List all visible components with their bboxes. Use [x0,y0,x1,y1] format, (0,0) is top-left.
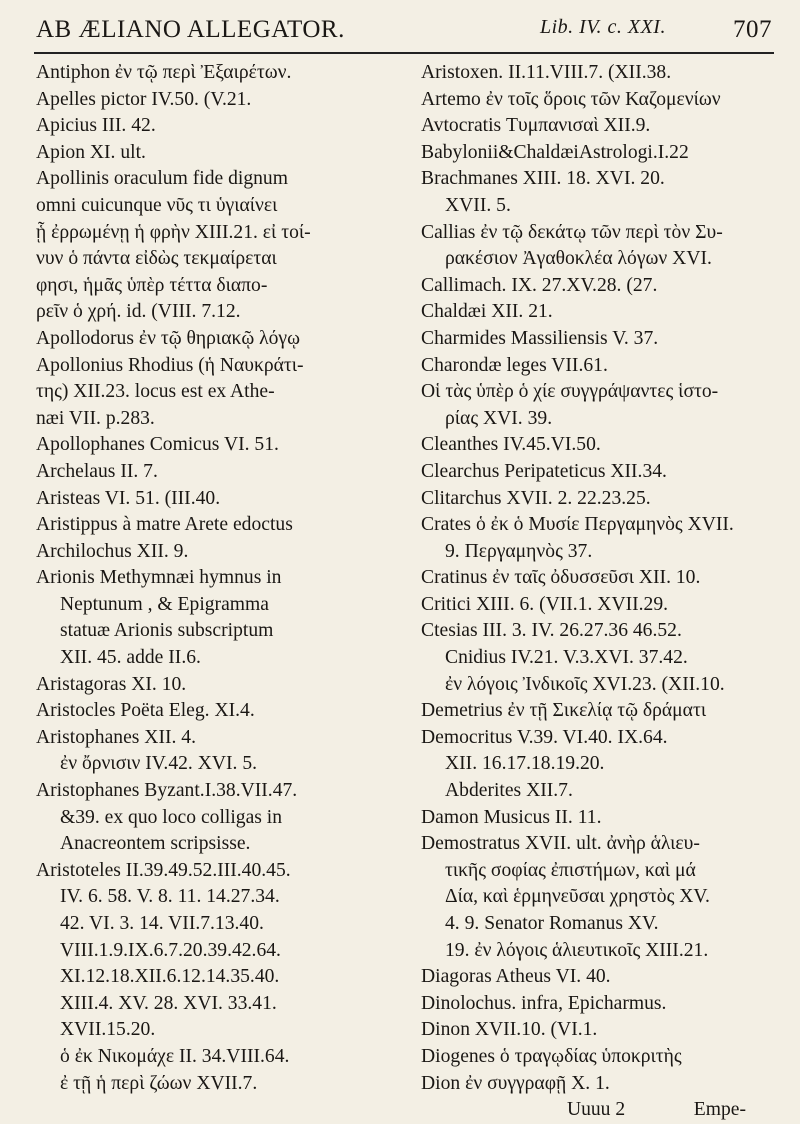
index-entry-line: Οἱ τὰς ὑπὲρ ὁ χίε συγγράψαντες ἱστο- [421,381,719,403]
index-entry-line: Arionis Methymnæi hymnus in [36,567,282,589]
index-entry-line: &39. ex quo loco colligas in [60,806,283,828]
index-entry-line: næi VII. p.283. [36,407,155,429]
index-entry-line: Charmides Massiliensis V. 37. [421,327,659,349]
index-entry-line: Apion XI. ult. [36,141,146,163]
index-entry-line: XVII.15.20. [60,1019,156,1041]
index-entry-line: Cnidius IV.21. V.3.XVI. 37.42. [445,647,688,669]
index-entry-line: Apollodorus ἐν τῷ θηριακῷ λόγῳ [36,327,300,349]
index-entry-line: Archelaus II. 7. [36,460,158,482]
signature-mark: Uuuu 2 [566,1099,626,1121]
index-entry-line: Callias ἐν τῷ δεκάτῳ τῶν περὶ τὸν Συ- [421,221,723,243]
index-entry-line: Aristagoras XI. 10. [36,673,187,695]
index-entry-line: Neptunum , & Epigramma [60,593,269,615]
index-entry-line: ὁ ἐκ Νικομάχε II. 34.VIII.64. [60,1045,290,1067]
index-entry-line: τικῆς σοφίας ἐπιστήμων, καὶ μά [445,859,696,881]
running-head [36,14,772,54]
index-entry-line: 42. VI. 3. 14. VII.7.13.40. [60,913,264,934]
index-entry-line: XIII.4. XV. 28. XVI. 33.41. [60,992,277,1014]
index-entry-line: 9. Περγαμηνὸς 37. [445,540,593,562]
index-entry-line: Apicius III. 42. [36,115,156,137]
catchword: Empe- [693,1099,746,1121]
index-entry-line: Apollonius Rhodius (ἡ Ναυκράτι- [36,354,304,376]
index-entry-line: VIII.1.9.IX.6.7.20.39.42.64. [60,939,281,961]
index-entry-line: Apelles pictor IV.50. (V.21. [36,88,252,110]
index-entry-line: statuæ Arionis subscriptum [60,620,274,642]
index-entry-line: Antiphon ἐν τῷ περὶ Ἐξαιρέτων. [36,62,292,83]
index-entry-line: Apollophanes Comicus VI. 51. [36,434,279,456]
index-entry-line: Dinolochus. infra, Epicharmus. [421,992,667,1014]
index-entry-line: ἐν ὄρνισιν IV.42. XVI. 5. [60,753,258,775]
index-entry-line: Critici XIII. 6. (VII.1. XVII.29. [421,593,669,615]
index-entry-line: Cratinus ἐν ταῖς ὀδυσσεῦσι XII. 10. [421,567,701,589]
index-entry-line: Chaldæi XII. 21. [421,301,553,323]
section-reference: Lib. IV. c. XXI. [540,16,666,38]
index-entry-line: Aristoteles II.39.49.52.III.40.45. [36,859,291,881]
index-entry-line: XVII. 5. [445,194,511,216]
index-entry-line: 4. 9. Senator Romanus XV. [445,913,659,934]
index-entry-line: φησι, ἡμᾶς ὑπὲρ τέττα διαπο- [36,274,268,296]
footer-line [421,1097,780,1124]
index-entry-line: ἐ τῇ ἡ περὶ ζώων XVII.7. [60,1072,258,1094]
index-entry-line: XII. 16.17.18.19.20. [445,753,605,775]
index-entry-line: Cleanthes IV.45.VI.50. [421,434,601,456]
index-columns [36,60,780,1121]
index-entry-line: Aristophanes Byzant.I.38.VII.47. [36,780,298,802]
index-entry-line: XII. 45. adde II.6. [60,647,201,669]
index-entry-line: Damon Musicus II. 11. [421,806,602,828]
index-entry-line: ἐν λόγοις Ἰνδικοῖς XVI.23. (XII.10. [445,673,725,695]
index-entry-line: Demostratus XVII. ult. ἀνὴρ ἁλιευ- [421,833,700,855]
index-entry-line: Dion ἐν συγγραφῇ X. 1. [421,1072,610,1094]
index-entry-line: ρίας XVI. 39. [445,407,553,429]
index-entry-line: Callimach. IX. 27.XV.28. (27. [421,274,658,296]
index-entry-line: Artemo ἐν τοῖς ὅροις τῶν Καζομενίων [421,88,721,110]
index-entry-line: Brachmanes XIII. 18. XVI. 20. [421,168,665,190]
index-entry-line: Aristeas VI. 51. (III.40. [36,487,221,509]
index-entry-line: Democritus V.39. VI.40. IX.64. [421,726,668,748]
index-entry-line: νυν ὁ πάντα εἰδὼς τεκμαίρεται [36,248,277,270]
index-entry-line: Anacreontem scripsisse. [60,833,251,855]
index-entry-line: 19. ἐν λόγοις ἁλιευτικοῖς XIII.21. [445,939,709,961]
index-entry-line: Charondæ leges VII.61. [421,354,608,376]
index-entry-line: Ctesias III. 3. IV. 26.27.36 46.52. [421,620,682,642]
index-entry-line: ᾗ ἐρρωμένῃ ἡ φρὴν XIII.21. εἰ τοί- [36,221,311,243]
index-entry-line: Crates ὁ ἐκ ὁ Μυσίε Περγαμηνὸς XVII. [421,514,734,536]
index-entry-line: Aristocles Poëta Eleg. XI.4. [36,700,255,722]
index-entry-line: Aristophanes XII. 4. [36,726,196,748]
left-column [36,60,395,1109]
right-column-lines [421,60,780,1097]
index-entry-line: Abderites XII.7. [445,780,573,802]
index-entry-line: της) XII.23. locus est ex Athe- [36,381,275,403]
index-entry-line: Avtocratis Τυμπανισαὶ XII.9. [421,115,651,137]
index-entry-line: Dinon XVII.10. (VI.1. [421,1019,598,1041]
index-entry-line: Diogenes ὁ τραγῳδίας ὑποκριτὴς [421,1045,682,1067]
index-entry-line: Δία, καὶ ἑρμηνεῦσαι χρηστὸς XV. [445,886,710,908]
index-entry-line: Clearchus Peripateticus XII.34. [421,460,667,482]
running-title: AB ÆLIANO ALLEGATOR. [36,16,345,43]
index-entry-line: Demetrius ἐν τῇ Σικελίᾳ τῷ δράματι [421,700,707,722]
header-rule [34,52,774,54]
right-column [421,60,780,1121]
index-entry-line: omni cuicunque νῦς τι ὑγιαίνει [36,194,278,216]
index-entry-line: Aristoxen. II.11.VIII.7. (XII.38. [421,62,672,83]
page-number: 707 [733,16,772,43]
index-entry-line: Archilochus XII. 9. [36,540,189,562]
index-entry-line: Apollinis oraculum fide dignum [36,168,288,190]
index-entry-line: IV. 6. 58. V. 8. 11. 14.27.34. [60,886,280,908]
index-entry-line: XI.12.18.XII.6.12.14.35.40. [60,966,280,988]
index-entry-line: Aristippus à matre Arete edoctus [36,514,293,536]
index-entry-line: Diagoras Atheus VI. 40. [421,966,611,988]
index-entry-line: ρακέσιον Ἀγαθοκλέα λόγων XVI. [445,248,712,270]
index-entry-line: Babylonii&ChaldæiAstrologi.I.22 [421,141,689,163]
index-entry-line: ρεῖν ὁ χρή. id. (VIII. 7.12. [36,301,241,323]
index-entry-line: Clitarchus XVII. 2. 22.23.25. [421,487,651,509]
